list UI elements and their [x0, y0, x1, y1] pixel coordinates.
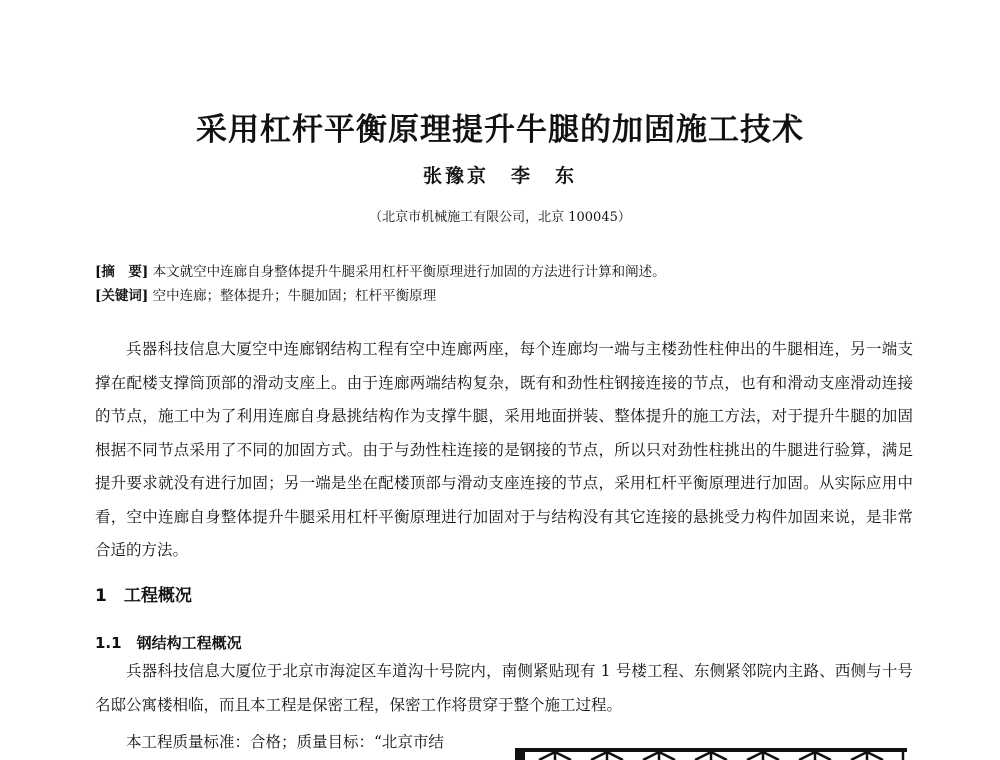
- abstract-text: 本文就空中连廊自身整体提升牛腿采用杠杆平衡原理进行加固的方法进行计算和阐述。: [148, 264, 666, 280]
- abstract-label: [摘 要]: [95, 264, 149, 280]
- paper-title: 采用杠杆平衡原理提升牛腿的加固施工技术: [196, 112, 804, 148]
- section-1-1-paragraph: 兵器科技信息大厦位于北京市海淀区车道沟十号院内，南侧紧贴现有 1 号楼工程、东侧紧邻院内主路、西侧与十号名邸公寓楼相临，而且本工程是保密工程，保密工作将贯穿于整个施工过程。: [95, 662, 913, 714]
- abstract: [95, 262, 915, 282]
- keywords: [95, 286, 915, 306]
- quality-line: 本工程质量标准：合格；质量目标：“北京市结: [126, 733, 444, 751]
- truss-figure: [515, 742, 915, 760]
- keywords-label: [关键词]: [95, 288, 149, 304]
- paper-authors: 张豫京 李 东: [422, 165, 577, 187]
- section-1-1-body: [95, 655, 913, 722]
- intro-section: [95, 333, 913, 568]
- paper-affiliation: （北京市机械施工有限公司，北京 100045）: [369, 210, 631, 225]
- section-1-1-heading: 1.1 钢结构工程概况: [95, 634, 242, 652]
- intro-paragraph: 兵器科技信息大厦空中连廊钢结构工程有空中连廊两座，每个连廊均一端与主楼劲性柱伸出的牛腿相连，另一端支撑在配楼支撑筒顶部的滑动支座上。由于连廊两端结构复杂，既有和劲性柱钢接连接的节点，也有和滑动支座滑动连接的节点，施工中为了利用连廊自身悬挑结构作为支撑牛腿，采用地面拼装、整体提升的施工方法，对于提升牛腿的加固根据不同节点采用了不同的加固方式。由于与劲性柱连接的是钢接的节点，所以只对劲性柱挑出的牛腿进行验算，满足提升要求就没有进行加固；另一端是坐在配楼顶部与滑动支座连接的节点，采用杠杆平衡原理进行加固。从实际应用中看，空中连廊自身整体提升牛腿采用杠杆平衡原理进行加固对于与结构没有其它连接的悬挑受力构件加固来说，是非常合适的方法。: [95, 340, 913, 559]
- keywords-text: 空中连廊；整体提升；牛腿加固；杠杆平衡原理: [148, 288, 437, 304]
- section-1-heading: 1 工程概况: [95, 586, 192, 606]
